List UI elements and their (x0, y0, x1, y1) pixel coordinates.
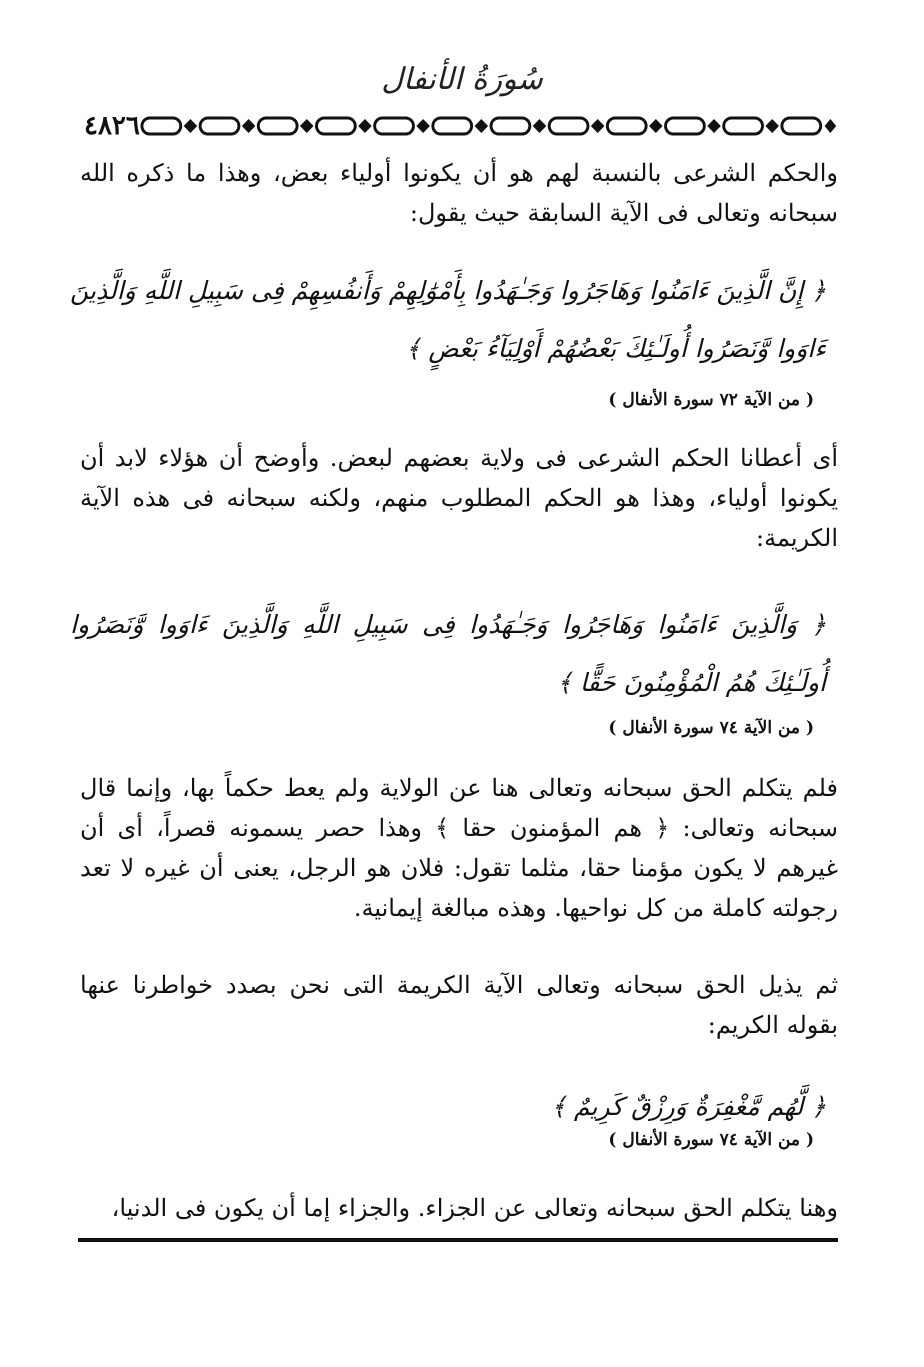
paragraph-3: فلم يتكلم الحق سبحانه وتعالى هنا عن الولاية ولم يعط حكماً بها، وإنما قال سبحانه وتعالى: ﴿ هم المؤمنون حقا ﴾ وهذا حصر يسمونه قصراً، أى أن غيرهم لا يكون مؤمنا حقا، مثلما تقول: فلان هو الرجل، يعنى أن غيره لا تعد رجولته كاملة من كل نواحيها. وهذه مبالغة إيمانية. (80, 774, 839, 922)
surah-title: سُورَةُ الأنفال (381, 62, 543, 97)
paragraph-4: ثم يذيل الحق سبحانه وتعالى الآية الكريمة التى نحن بصدد خواطرنا عنها بقوله الكريم: (80, 971, 838, 1039)
quran-verse-2: ﴿ وَالَّذِينَ ءَامَنُوا وَهَاجَرُوا وَجَـٰهَدُوا فِى سَبِيلِ اللَّهِ وَالَّذِينَ ءَاوَوا وَّنَصَرُوا أُولَـٰئِكَ هُمُ الْمُؤْمِنُونَ حَقًّا ﴾ (70, 610, 826, 697)
paragraph-5: وهنا يتكلم الحق سبحانه وتعالى عن الجزاء. والجزاء إما أن يكون فى الدنيا، (111, 1194, 838, 1222)
header-border (78, 113, 838, 139)
chain-ornament-icon (140, 113, 838, 139)
verse-reference-3: ( من الآية ٧٤ سورة الأنفال ) (608, 1130, 814, 1150)
verse-reference-1: ( من الآية ٧٢ سورة الأنفال ) (608, 390, 814, 410)
verse-reference-2: ( من الآية ٧٤ سورة الأنفال ) (608, 718, 814, 738)
page-number: ٤٨٢٦ (84, 111, 140, 141)
quran-verse-3: ﴿ لَّهُم مَّغْفِرَةٌ وَرِزْقٌ كَرِيمٌ ﴾ (551, 1092, 826, 1121)
paragraph-2: أى أعطانا الحكم الشرعى فى ولاية بعضهم لبعض. وأوضح أن هؤلاء لابد أن يكونوا أولياء، وهذا هو الحكم المطلوب منهم، ولكنه سبحانه فى هذه الآية الكريمة: (80, 444, 839, 552)
quran-verse-1: ﴿ إِنَّ الَّذِينَ ءَامَنُوا وَهَاجَرُوا وَجَـٰهَدُوا بِأَمْوَٰلِهِمْ وَأَنفُسِهِمْ فِى سَبِيلِ اللَّهِ وَالَّذِينَ ءَاوَوا وَّنَصَرُوا أُولَـٰئِكَ بَعْضُهُمْ أَوْلِيَآءُ بَعْضٍ ﴾ (70, 276, 826, 363)
bottom-rule (78, 1238, 838, 1242)
paragraph-1: والحكم الشرعى بالنسبة لهم هو أن يكونوا أولياء بعض، وهذا ما ذكره الله سبحانه وتعالى فى الآية السابقة حيث يقول: (80, 159, 838, 227)
